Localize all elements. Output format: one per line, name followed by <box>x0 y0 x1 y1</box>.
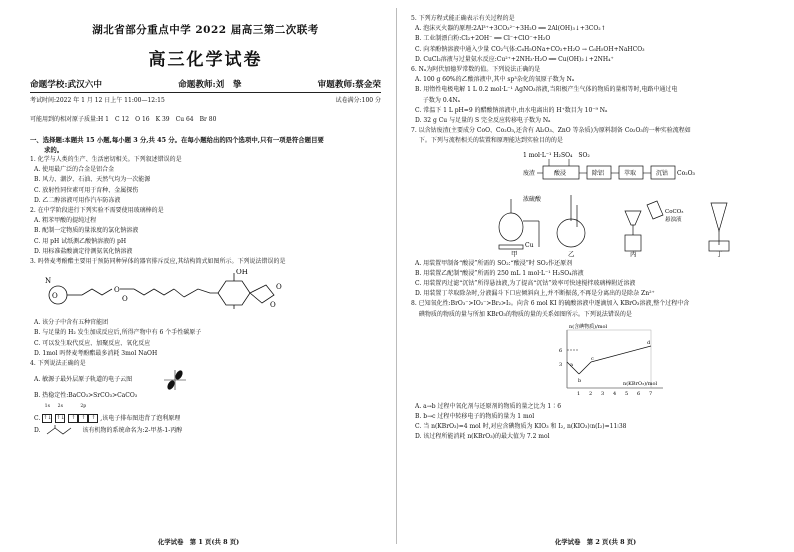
option: B. 风力、潮汐、石油、天然气均为一次能源 <box>34 176 151 184</box>
question-8: 8. 已知氧化性:BrO₃⁻>IO₃⁻>Br₂>I₂。向含 6 mol KI 的硫酸溶液中逐滴加入 KBrO₃溶液,整个过程中含 碘物质的物质的量与所加 KBrO₃的物质的量的关系如图所示。下列说法错误的是 n(含碘物质)/mol 6 3 a b c d 1 2 3 4 5 6 7 n(KBrO₃)/mol A. a→b 过程中氧化剂与还原剂的物质的量之比为 1∶6 B. b→c 过程中转移电子的物质的量为 1 mol C. 当 n(KBrO₃)=4 mol 时,对应含碘物质为 KIO₃ 和 I₂, n(KIO₃)∶n(I₂)=11∶38 D. 该过程所能消耗 n(KBrO₃)的最大值为 7.2 mol <box>411 299 780 442</box>
orbital-diagram: 1s ↑↓ 2s ↑↓ 2p ↑ ↑ ↑ <box>42 402 98 422</box>
apparatus-label: 乙 <box>568 249 575 257</box>
option: 子数为 0.4Nₐ <box>415 96 460 104</box>
mol-atom-label: OH <box>236 269 248 277</box>
graph-xtick: 4 <box>613 390 617 396</box>
option: B. 用惰性电极电解 1 L 0.2 mol·L⁻¹ AgNO₃溶液,当阳极产生气体的物质的量相等时,电路中通过电 <box>415 86 678 94</box>
lab-apparatus-diagram <box>411 191 780 257</box>
graph-ylabel: n(含碘物质)/mol <box>569 323 608 330</box>
reviewer-label: 审题教师:蔡金荣 <box>317 80 381 90</box>
graph-point-label: a <box>570 361 573 368</box>
flow-product: Co₂O₃ <box>677 169 695 177</box>
page-footer: 化学试卷 第 2 页(共 8 页) <box>554 538 637 546</box>
author-line <box>30 78 381 93</box>
graph-xtick: 3 <box>601 390 605 396</box>
question-7: 7. 以含钴废渣(主要成分 CoO、Co₂O₃,还含有 Al₂O₃、ZnO 等杂质)为原料制备 Co₂O₃的一种实验流程如 下。下列与流程相关的装置和原理能达到实验目的的是 1 mol·L⁻¹ H₂SO₄ SO₂ 废渣 酸浸 除铝 萃取 沉钴 Co₂O₃ 浓硫酸 Cu CoCO₃ 悬浊液 甲 乙 丙 丁 A. 用装置甲制备“酸浸”所需的 SO₂:“酸浸”时 SO₂作还原剂 B. 用装置乙配制“酸浸”所需的 250 mL 1 mol·L⁻¹ H₂SO₄溶液 C. 用装置丙过滤“沉钴”所得悬浊液,为了提高“沉钴”效率可快速搅拌玻璃棒附近溶液 D. 用装置丁萃取除杂时,分液漏斗下口应倾斜向上,并不断振荡,不再是分离出的是除杂 Zn²⁺ <box>411 126 780 299</box>
flow-step: 除铝 <box>592 169 605 177</box>
option: C. 1s ↑↓ 2s ↑↓ 2p ↑ ↑ ↑ ,该电子排布图违背了泡利原理 <box>34 404 181 422</box>
mol-atom-label: O <box>270 301 276 310</box>
option: D. 32 g Cu 与足量的 S 完全反应转移电子数为 Nₐ <box>415 117 551 125</box>
question-3: 3. 吗替麦考酚酯主要用于预防同种异体的器官排斥反应,其结构简式如图所示。下列说法错误的是 O N O O OH O O A. 该分子中含有五种官能团 B. 与足量的 H₂ 发生加成反应后,所得产物中有 6 个手性碳原子 C. 可以发生取代反应、加聚反应、氧化反应 D. 1mol 吗替麦考酚酯最多消耗 3mol NaOH <box>30 257 381 359</box>
apparatus-label: 悬浊液 <box>665 216 682 223</box>
atomic-masses: 可能用到的相对原子质量:H 1 C 12 O 16 K 39 Cu 64 Br 80 <box>30 116 217 123</box>
exam-header: 湖北省部分重点中学 2022 届高三第二次联考 <box>92 24 319 36</box>
graph-ytick: 3 <box>559 361 563 368</box>
graph-ytick: 6 <box>559 347 563 354</box>
flow-reagents: 1 mol·L⁻¹ H₂SO₄ SO₂ <box>523 151 590 159</box>
graph-xtick: 7 <box>649 390 653 396</box>
option: D. 该过程所能消耗 n(KBrO₃)的最大值为 7.2 mol <box>415 433 550 441</box>
question-2: 2. 在中学阶段进行下列实验不需要使用玻璃棒的是 A. 粗苯甲酸的提纯过程 B. 配制一定物质的量浓度的氯化钠溶液 C. 用 pH 试纸测乙酸钠溶液的 pH D. 用标准盐酸滴定待测氨氧化钠溶液 <box>30 206 381 257</box>
apparatus-label: 浓硫酸 <box>523 195 542 203</box>
option: A. 泡沫灭火器的原理:2Al³⁺+3CO₃²⁻+3H₂O ══ 2Al(OH)₃↓+3CO₂↑ <box>415 25 606 33</box>
option: B. b→c 过程中转移电子的物质的量为 1 mol <box>415 413 535 421</box>
option: C. 用 pH 试纸测乙酸钠溶液的 pH <box>34 237 127 245</box>
option: A. 粗苯甲酸的提纯过程 <box>34 217 97 225</box>
exam-page-2 <box>397 0 794 552</box>
option: D. 乙二醇溶液可用作汽车防冻液 <box>34 196 121 204</box>
question-4: 4. 下列说法正确的是 A. 敏源子最外层原子轨道的电子云图 B. 热稳定性:BaCO₃>SrCO₃>CaCO₃ C. 1s ↑↓ 2s ↑↓ 2p ↑ ↑ ↑ ,该电子排布图违背了泡利原理 D. 该有机物的系统命名为:2-甲基-1-丙醇 <box>30 359 381 438</box>
graph-xlabel: n(KBrO₃)/mol <box>623 380 658 387</box>
option: B. 配制一定物质的量浓度的氯化钠溶液 <box>34 227 139 235</box>
option: C. 可以发生取代反应、加聚反应、氧化反应 <box>34 339 151 347</box>
graph-point-label: c <box>591 355 594 362</box>
option: A. 该分子中含有五种官能团 <box>34 319 109 327</box>
apparatus-label: Cu <box>525 241 534 249</box>
option: C. 向苯酚钠溶液中通入少量 CO₂气体:C₆H₅ONa+CO₂+H₂O → C₆H₅OH+NaHCO₃ <box>415 45 645 53</box>
graph-xtick: 6 <box>637 390 641 396</box>
iodine-graph-diagram <box>551 322 671 396</box>
exam-title: 高三化学试卷 <box>148 50 263 70</box>
option: A. 用装置甲制备“酸浸”所需的 SO₂:“酸浸”时 SO₂作还原剂 <box>415 259 573 267</box>
mol-atom-label: O <box>276 283 282 292</box>
exam-time: 考试时间:2022 年 1 月 12 日上午 11:00—12:15 <box>30 97 165 104</box>
question-1: 1. 化学与人类的生产、生活密切相关。下列叙述错误的是 A. 使用最广泛的合金是铝合金 B. 风力、潮汐、石油、天然气均为一次能源 C. 放射性同位素可用于育种、金属探伤 D. 乙二醇溶液可用作汽车防冻液 <box>30 155 381 206</box>
mol-atom-label: N <box>45 277 52 286</box>
graph-xtick: 5 <box>625 390 629 396</box>
flow-step: 酸浸 <box>554 169 567 177</box>
school-label: 命题学校:武汉六中 <box>30 80 102 90</box>
option: D. CuCl₂溶液与过量氨水反应:Cu²⁺+2NH₃·H₂O ══ Cu(OH)₂↓+2NH₄⁺ <box>415 55 614 63</box>
apparatus-label: 丙 <box>630 249 637 257</box>
option: C. 用装置丙过滤“沉钴”所得悬浊液,为了提高“沉钴”效率可快速搅拌玻璃棒附近溶液 <box>415 280 636 288</box>
apparatus-label: 丁 <box>716 249 723 257</box>
apparatus-label: 甲 <box>511 249 518 257</box>
option: A. 敏源子最外层原子轨道的电子云图 <box>30 369 381 391</box>
option: B. 热稳定性:BaCO₃>SrCO₃>CaCO₃ <box>34 392 138 400</box>
question-5: 5. 下列方程式能正确表示有关过程的是 A. 泡沫灭火器的原理:2Al³⁺+3CO₃²⁻+3H₂O ══ 2Al(OH)₃↓+3CO₂↑ B. 工业制漂白粉:Cl₂+2OH⁻ ══ Cl⁻+ClO⁻+H₂O C. 向苯酚钠溶液中通入少量 CO₂气体:C₆H₅ONa+CO₂+H₂O → C₆H₅OH+NaHCO₃ D. CuCl₂溶液与过量氨水反应:Cu²⁺+2NH₃·H₂O ══ Cu(OH)₂↓+2NH₄⁺ <box>411 14 780 65</box>
option: B. 与足量的 H₂ 发生加成反应后,所得产物中有 6 个手性碳原子 <box>34 329 202 337</box>
option: A. 100 g 60%的乙酸溶液中,其中 sp³杂化的氧原子数为 Nₐ <box>415 76 575 84</box>
option: C. 常温下 1 L pH=9 的醋酸钠溶液中,由水电离出的 H⁺数目为 10⁻⁹ Nₐ <box>415 106 608 114</box>
option: D. 用标准盐酸滴定待测氨氧化钠溶液 <box>34 247 133 255</box>
option: C. 当 n(KBrO₃)=4 mol 时,对应含碘物质为 KIO₃ 和 I₂, n(KIO₃)∶n(I₂)=11∶38 <box>415 423 627 431</box>
option: A. a→b 过程中氧化剂与还原剂的物质的量之比为 1∶6 <box>415 402 562 410</box>
option: D. 1mol 吗替麦考酚酯最多消耗 3mol NaOH <box>34 349 158 357</box>
flow-input: 废渣 <box>523 169 536 177</box>
setter-label: 命题教师:刘 挚 <box>178 80 242 90</box>
option: D. 用装置丁萃取除杂时,分液漏斗下口应倾斜向上,并不断振荡,不再是分离出的是除杂 Zn²⁺ <box>415 290 655 298</box>
mol-atom-label: O <box>122 295 128 304</box>
mol-atom-label: O <box>114 286 120 295</box>
exam-meta <box>30 95 381 104</box>
flow-step: 萃取 <box>624 169 637 177</box>
section-heading: 一、选择题:本题共 15 小题,每小题 3 分,共 45 分。在每小题给出的四个选项中,只有一项是符合题目要 求的。 <box>30 136 324 154</box>
graph-xtick: 1 <box>577 390 581 396</box>
process-flow-diagram <box>411 149 780 183</box>
apparatus-label: CoCO₃ <box>665 208 684 215</box>
graph-xtick: 2 <box>589 390 593 396</box>
orbital-dumbbell-icon <box>162 369 188 391</box>
molecule-structure-diagram <box>30 269 370 311</box>
question-6: 6. Nₐ为阿伏加德罗常数的值。下列说法正确的是 A. 100 g 60%的乙酸溶液中,其中 sp³杂化的氧原子数为 Nₐ B. 用惰性电极电解 1 L 0.2 mol·L⁻¹ AgNO₃溶液,当阳极产生气体的物质的量相等时,电路中通过电 子数为 0.4Nₐ C. 常温下 1 L pH=9 的醋酸钠溶液中,由水电离出的 H⁺数目为 10⁻⁹ Nₐ D. 32 g Cu 与足量的 S 完全反应转移电子数为 Nₐ <box>411 65 780 126</box>
graph-point-label: d <box>647 339 651 346</box>
option: B. 用装置乙配制“酸浸”所需的 250 mL 1 mol·L⁻¹ H₂SO₄溶液 <box>415 269 584 277</box>
skeletal-formula-diagram <box>45 424 79 438</box>
mol-atom-label: O <box>52 292 58 301</box>
option: B. 工业制漂白粉:Cl₂+2OH⁻ ══ Cl⁻+ClO⁻+H₂O <box>415 35 551 43</box>
page-footer: 化学试卷 第 1 页(共 8 页) <box>157 538 240 546</box>
flow-step: 沉钴 <box>656 169 669 177</box>
graph-point-label: b <box>578 377 582 384</box>
option: D. 该有机物的系统命名为:2-甲基-1-丙醇 <box>30 424 381 438</box>
option: A. 使用最广泛的合金是铝合金 <box>34 166 115 174</box>
exam-score: 试卷满分:100 分 <box>335 97 381 104</box>
option: C. 放射性同位素可用于育种、金属探伤 <box>34 186 139 194</box>
